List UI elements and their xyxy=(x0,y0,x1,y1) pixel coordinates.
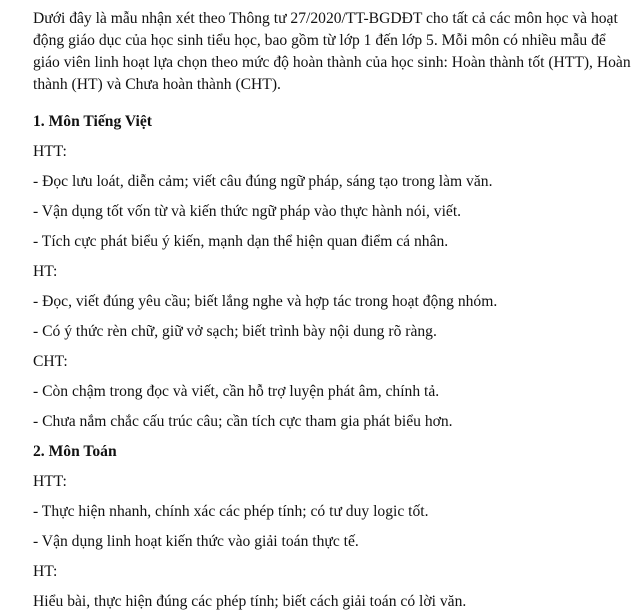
comment-item: - Vận dụng linh hoạt kiến thức vào giải toán thực tế. xyxy=(33,533,359,550)
comment-item: - Tích cực phát biểu ý kiến, mạnh dạn thể hiện quan điểm cá nhân. xyxy=(33,233,449,250)
comment-item: - Có ý thức rèn chữ, giữ vở sạch; biết trình bày nội dung rõ ràng. xyxy=(33,323,437,340)
section-heading: 1. Môn Tiếng Việt xyxy=(33,113,152,130)
comment-item: - Đọc lưu loát, diễn cảm; viết câu đúng ngữ pháp, sáng tạo trong làm văn. xyxy=(33,173,493,190)
intro-paragraph: Dưới đây là mẫu nhận xét theo Thông tư 27/2020/TT-BGDĐT cho tất cả các môn học và hoạt động giáo dục của học sinh tiểu học, bao gồm từ lớp 1 đến lớp 5. Mỗi môn có nhiều mẫu để giáo viên linh hoạt lựa chọn theo mức độ hoàn thành của học sinh: Hoàn thành tốt (HTT), Hoàn thành (HT) và Chưa hoàn thành (CHT). xyxy=(33,10,631,93)
comment-item: - Thực hiện nhanh, chính xác các phép tính; có tư duy logic tốt. xyxy=(33,503,429,520)
comment-item: - Còn chậm trong đọc và viết, cần hỗ trợ luyện phát âm, chính tả. xyxy=(33,383,440,400)
comment-item: Hiểu bài, thực hiện đúng các phép tính; biết cách giải toán có lời văn. xyxy=(33,593,467,610)
comment-item: - Vận dụng tốt vốn từ và kiến thức ngữ pháp vào thực hành nói, viết. xyxy=(33,203,462,220)
section-heading: 2. Môn Toán xyxy=(33,443,117,460)
comment-item: - Chưa nắm chắc cấu trúc câu; cần tích cực tham gia phát biểu hơn. xyxy=(33,413,453,430)
comment-item: - Đọc, viết đúng yêu cầu; biết lắng nghe và hợp tác trong hoạt động nhóm. xyxy=(33,293,498,310)
level-label-ht: HT: xyxy=(33,563,58,580)
level-label-cht: CHT: xyxy=(33,353,68,370)
level-label-ht: HT: xyxy=(33,263,58,280)
document-body xyxy=(33,8,633,612)
level-label-htt: HTT: xyxy=(33,143,67,160)
level-label-htt: HTT: xyxy=(33,473,67,490)
